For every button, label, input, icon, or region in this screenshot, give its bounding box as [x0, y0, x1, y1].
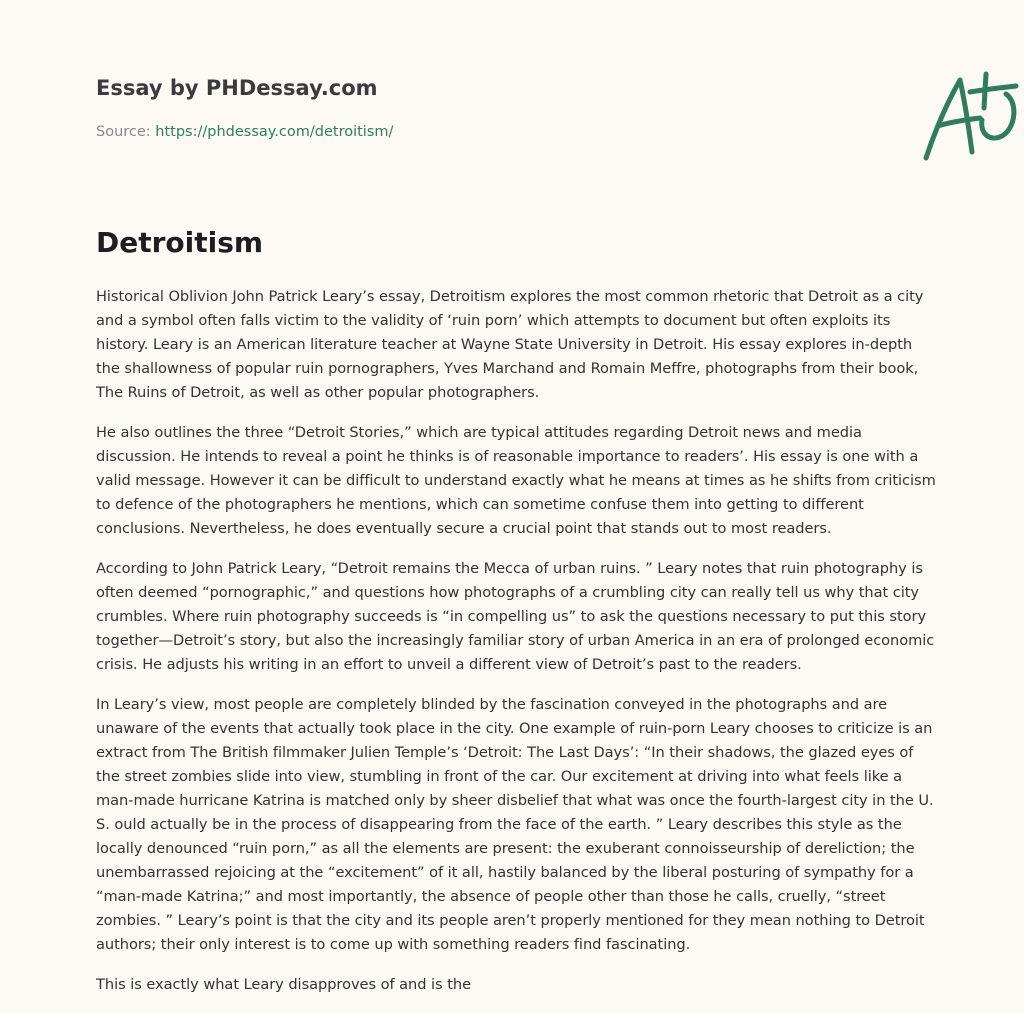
paragraph: Historical Oblivion John Patrick Leary’s essay, Detroitism explores the most common rhetoric that Detroit as a city and a symbol often falls victim to the validity of ‘ruin porn’ which attempts to document but often exploits its history. Leary is an American literature teacher at Wayne State University in Detroit. His essay explores in-depth the shallowness of popular ruin pornographers, Yves Marchand and Romain Meffre, photographs from their book, The Ruins of Detroit, as well as other popular photographers. — [96, 288, 924, 401]
paragraph: According to John Patrick Leary, “Detroit remains the Mecca of urban ruins. ” Leary notes that ruin photography is often deemed “pornographic,” and questions how photographs of a crumbling city can really tell us why that city crumbles. Where ruin photography succeeds is “in compelling us” to ask the questions necessary to put this story together—Detroit’s story, but also the increasingly familiar story of urban America in an era of prolonged economic crisis. He adjusts his writing in an effort to unveil a different view of Detroit’s past to the readers. — [96, 560, 935, 673]
site-brand-title: Essay by PHDessay.com — [96, 76, 378, 100]
essay-body — [96, 285, 936, 1013]
a-plus-grade-icon — [920, 68, 1024, 164]
source-line — [96, 124, 393, 140]
source-label: Source: — [96, 124, 151, 140]
paragraph: This is exactly what Leary disapproves of and is the — [96, 976, 471, 993]
paragraph: He also outlines the three “Detroit Stories,” which are typical attitudes regarding Detroit news and media discussion. He intends to reveal a point he thinks is of reasonable importance to readers’. His essay is one with a valid message. However it can be difficult to understand exactly what he means at times as he shifts from criticism to defence of the photographers he mentions, which can sometime confuse them into getting to different conclusions. Nevertheless, he does eventually secure a crucial point that stands out to most readers. — [96, 424, 936, 537]
document-title: Detroitism — [96, 226, 264, 259]
paragraph: In Leary’s view, most people are completely blinded by the fascination conveyed in the photographs and are unaware of the events that actually took place in the city. One example of ruin-porn Leary chooses to criticize is an extract from The British filmmaker Julien Temple’s ‘Detroit: The Last Days’: “In their shadows, the glazed eyes of the street zombies slide into view, stumbling in front of the car. Our excitement at driving into what feels like a man-made hurricane Katrina is matched only by sheer disbelief that what was once the fourth-largest city in the U. S. ould actually be in the process of disappearing from the face of the earth. ” Leary describes this style as the locally denounced “ruin porn,” as all the elements are present: the exuberant connoisseurship of dereliction; the unembarrassed rejoicing at the “excitement” of it all, hastily balanced by the liberal posturing of sympathy for a “man-made Katrina;” and most importantly, the absence of people other than those he calls, cruelly, “street zombies. ” Leary’s point is that the city and its people aren’t properly mentioned for they mean nothing to Detroit authors; their only interest is to come up with something readers find fascinating. — [96, 696, 934, 953]
source-link[interactable]: https://phdessay.com/detroitism/ — [155, 124, 394, 140]
